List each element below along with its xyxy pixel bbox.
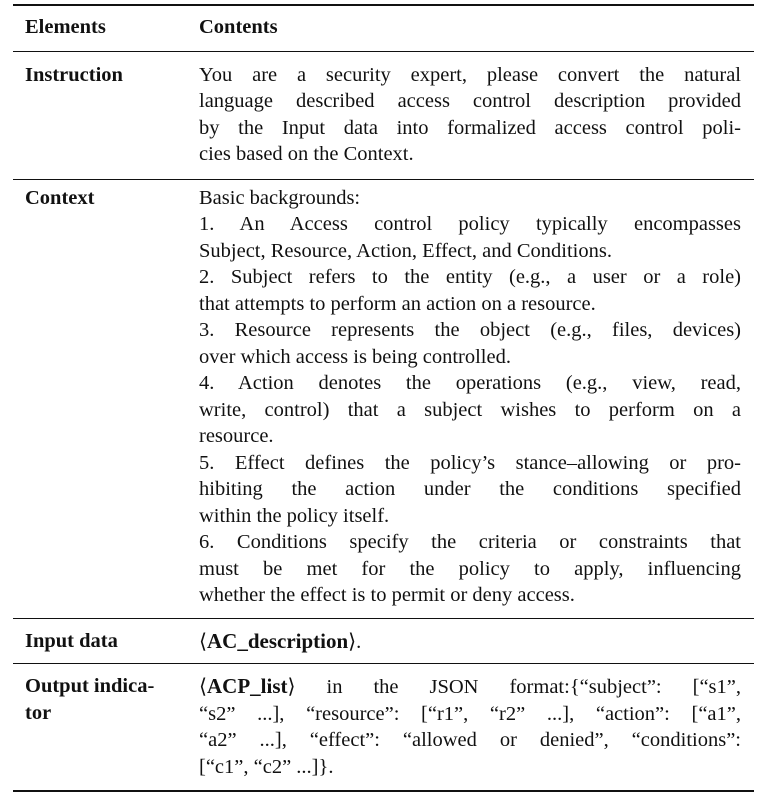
context-line: must be met for the policy to apply, influencing [199,557,741,580]
row-context [13,179,754,618]
context-line: over which access is being controlled. [199,345,511,368]
context-line: 3. Resource represents the object (e.g., files, devices) [199,319,741,341]
table-header-row [13,5,754,51]
open-angle-bracket: ⟨ [199,676,207,698]
header-elements: Elements [25,16,106,38]
output-indicator-label-line: tor [25,701,52,724]
output-line-rest: in the JSON format:{“subject”: [“s1”, [295,676,741,698]
context-line: Subject, Resource, Action, Effect, and Conditions. [199,239,612,262]
row-input-data [13,618,754,664]
instruction-line: cies based on the Context. [199,143,414,165]
output-indicator-label-line: Output indica- [25,675,155,697]
context-content [199,179,754,618]
output-indicator-content [199,664,754,792]
acp-list-keyword: ACP_list [207,674,288,698]
row-output-indicator [13,664,754,792]
instruction-line: You are a security expert, please convert the natural [199,63,741,86]
open-angle-bracket: ⟨ [199,630,207,653]
instruction-line: language described access control description provided [199,90,741,112]
context-line: 4. Action denotes the operations (e.g., view, read, [199,372,741,394]
context-line: hibiting the action under the conditions specified [199,478,741,500]
header-contents: Contents [199,16,278,38]
context-line: resource. [199,425,274,447]
context-label: Context [25,186,95,209]
instruction-content [199,51,754,179]
row-instruction [13,51,754,179]
close-angle-bracket: ⟩ [348,630,357,653]
context-line: write, control) that a subject wishes to perform on a [199,398,741,421]
input-data-label: Input data [25,629,118,652]
context-line: 1. An Access control policy typically encompasses [199,213,741,235]
output-indicator-label [13,664,199,792]
output-line [199,673,741,701]
context-line: 6. Conditions specify the criteria or constraints that [199,531,741,553]
elements-table [13,4,754,792]
instruction-line: by the Input data into formalized access control poli- [199,116,741,139]
output-line: [“c1”, “c2” ...]}. [199,755,334,778]
close-angle-bracket: ⟩ [287,676,296,698]
context-line: whether the effect is to permit or deny access. [199,584,575,606]
input-data-content [199,618,754,664]
input-data-line [199,628,741,656]
context-line: Basic backgrounds: [199,186,361,209]
prompt-template-table [13,4,754,792]
output-line: “a2” ...], “effect”: “allowed or denied”, “conditions”: [199,729,741,751]
context-line: within the policy itself. [199,504,390,527]
context-line: 5. Effect defines the policy’s stance–allowing or pro- [199,451,741,474]
instruction-label: Instruction [25,63,123,86]
output-line: “s2” ...], “resource”: [“r1”, “r2” ...], “action”: [“a1”, [199,702,741,725]
ac-description-keyword: AC_description [207,628,349,653]
context-line: that attempts to perform an action on a resource. [199,292,596,315]
context-line: 2. Subject refers to the entity (e.g., a user or a role) [199,266,741,288]
input-data-suffix: . [356,630,362,653]
